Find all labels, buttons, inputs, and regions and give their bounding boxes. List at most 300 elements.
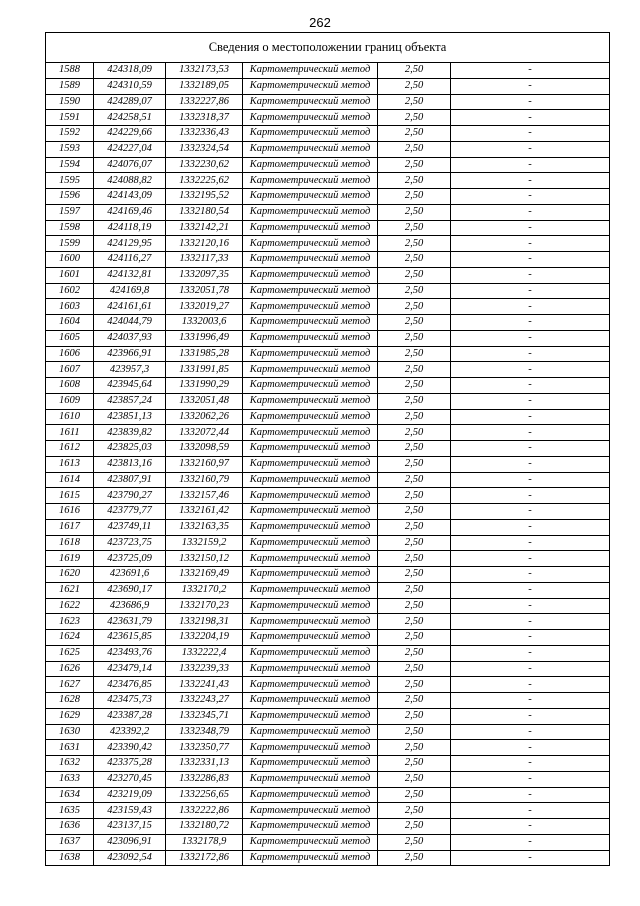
y-coordinate-cell: 1332142,21 bbox=[166, 220, 243, 236]
accuracy-cell: 2,50 bbox=[378, 63, 451, 79]
accuracy-cell: 2,50 bbox=[378, 441, 451, 457]
table-body bbox=[46, 33, 610, 866]
method-cell: Картометрический метод bbox=[243, 173, 378, 189]
table-row bbox=[46, 409, 610, 425]
note-cell: - bbox=[451, 787, 610, 803]
note-cell: - bbox=[451, 708, 610, 724]
point-number-cell: 1599 bbox=[46, 236, 94, 252]
method-cell: Картометрический метод bbox=[243, 267, 378, 283]
point-number-cell: 1620 bbox=[46, 567, 94, 583]
point-number-cell: 1629 bbox=[46, 708, 94, 724]
y-coordinate-cell: 1332222,86 bbox=[166, 803, 243, 819]
table-row bbox=[46, 661, 610, 677]
table-row bbox=[46, 441, 610, 457]
point-number-cell: 1614 bbox=[46, 472, 94, 488]
x-coordinate-cell: 424289,07 bbox=[94, 94, 166, 110]
y-coordinate-cell: 1332348,79 bbox=[166, 724, 243, 740]
note-cell: - bbox=[451, 283, 610, 299]
x-coordinate-cell: 423723,75 bbox=[94, 535, 166, 551]
note-cell: - bbox=[451, 126, 610, 142]
table-row bbox=[46, 299, 610, 315]
y-coordinate-cell: 1332173,53 bbox=[166, 63, 243, 79]
table-row bbox=[46, 850, 610, 866]
table-row bbox=[46, 645, 610, 661]
y-coordinate-cell: 1332051,78 bbox=[166, 283, 243, 299]
method-cell: Картометрический метод bbox=[243, 535, 378, 551]
x-coordinate-cell: 424169,8 bbox=[94, 283, 166, 299]
accuracy-cell: 2,50 bbox=[378, 504, 451, 520]
point-number-cell: 1627 bbox=[46, 677, 94, 693]
accuracy-cell: 2,50 bbox=[378, 582, 451, 598]
accuracy-cell: 2,50 bbox=[378, 220, 451, 236]
x-coordinate-cell: 424318,09 bbox=[94, 63, 166, 79]
y-coordinate-cell: 1332172,86 bbox=[166, 850, 243, 866]
method-cell: Картометрический метод bbox=[243, 346, 378, 362]
point-number-cell: 1611 bbox=[46, 425, 94, 441]
x-coordinate-cell: 424088,82 bbox=[94, 173, 166, 189]
accuracy-cell: 2,50 bbox=[378, 661, 451, 677]
note-cell: - bbox=[451, 740, 610, 756]
point-number-cell: 1636 bbox=[46, 819, 94, 835]
y-coordinate-cell: 1332169,49 bbox=[166, 567, 243, 583]
accuracy-cell: 2,50 bbox=[378, 315, 451, 331]
method-cell: Картометрический метод bbox=[243, 220, 378, 236]
accuracy-cell: 2,50 bbox=[378, 189, 451, 205]
method-cell: Картометрический метод bbox=[243, 708, 378, 724]
y-coordinate-cell: 1332178,9 bbox=[166, 834, 243, 850]
point-number-cell: 1631 bbox=[46, 740, 94, 756]
y-coordinate-cell: 1332150,12 bbox=[166, 551, 243, 567]
note-cell: - bbox=[451, 110, 610, 126]
table-row bbox=[46, 110, 610, 126]
x-coordinate-cell: 423631,79 bbox=[94, 614, 166, 630]
point-number-cell: 1604 bbox=[46, 315, 94, 331]
accuracy-cell: 2,50 bbox=[378, 94, 451, 110]
table-row bbox=[46, 236, 610, 252]
y-coordinate-cell: 1332324,54 bbox=[166, 141, 243, 157]
accuracy-cell: 2,50 bbox=[378, 598, 451, 614]
note-cell: - bbox=[451, 425, 610, 441]
table-row bbox=[46, 614, 610, 630]
note-cell: - bbox=[451, 346, 610, 362]
accuracy-cell: 2,50 bbox=[378, 362, 451, 378]
method-cell: Картометрический метод bbox=[243, 441, 378, 457]
y-coordinate-cell: 1332331,13 bbox=[166, 756, 243, 772]
table-row bbox=[46, 267, 610, 283]
method-cell: Картометрический метод bbox=[243, 488, 378, 504]
accuracy-cell: 2,50 bbox=[378, 456, 451, 472]
y-coordinate-cell: 1332003,6 bbox=[166, 315, 243, 331]
method-cell: Картометрический метод bbox=[243, 787, 378, 803]
y-coordinate-cell: 1332163,35 bbox=[166, 519, 243, 535]
note-cell: - bbox=[451, 582, 610, 598]
method-cell: Картометрический метод bbox=[243, 110, 378, 126]
method-cell: Картометрический метод bbox=[243, 189, 378, 205]
method-cell: Картометрический метод bbox=[243, 598, 378, 614]
point-number-cell: 1594 bbox=[46, 157, 94, 173]
note-cell: - bbox=[451, 504, 610, 520]
table-row bbox=[46, 551, 610, 567]
table-row bbox=[46, 220, 610, 236]
x-coordinate-cell: 424161,61 bbox=[94, 299, 166, 315]
accuracy-cell: 2,50 bbox=[378, 173, 451, 189]
table-row bbox=[46, 630, 610, 646]
x-coordinate-cell: 423096,91 bbox=[94, 834, 166, 850]
note-cell: - bbox=[451, 330, 610, 346]
note-cell: - bbox=[451, 204, 610, 220]
y-coordinate-cell: 1332243,27 bbox=[166, 693, 243, 709]
accuracy-cell: 2,50 bbox=[378, 614, 451, 630]
point-number-cell: 1625 bbox=[46, 645, 94, 661]
point-number-cell: 1632 bbox=[46, 756, 94, 772]
method-cell: Картометрический метод bbox=[243, 393, 378, 409]
x-coordinate-cell: 423686,9 bbox=[94, 598, 166, 614]
note-cell: - bbox=[451, 551, 610, 567]
point-number-cell: 1608 bbox=[46, 378, 94, 394]
point-number-cell: 1595 bbox=[46, 173, 94, 189]
method-cell: Картометрический метод bbox=[243, 78, 378, 94]
x-coordinate-cell: 423159,43 bbox=[94, 803, 166, 819]
y-coordinate-cell: 1332345,71 bbox=[166, 708, 243, 724]
method-cell: Картометрический метод bbox=[243, 204, 378, 220]
accuracy-cell: 2,50 bbox=[378, 756, 451, 772]
table-row bbox=[46, 78, 610, 94]
y-coordinate-cell: 1332117,33 bbox=[166, 252, 243, 268]
table-row bbox=[46, 126, 610, 142]
note-cell: - bbox=[451, 598, 610, 614]
point-number-cell: 1598 bbox=[46, 220, 94, 236]
point-number-cell: 1615 bbox=[46, 488, 94, 504]
page-number: 262 bbox=[309, 15, 331, 30]
accuracy-cell: 2,50 bbox=[378, 346, 451, 362]
table-row bbox=[46, 488, 610, 504]
x-coordinate-cell: 423270,45 bbox=[94, 771, 166, 787]
x-coordinate-cell: 423493,76 bbox=[94, 645, 166, 661]
x-coordinate-cell: 423691,6 bbox=[94, 567, 166, 583]
x-coordinate-cell: 423957,3 bbox=[94, 362, 166, 378]
method-cell: Картометрический метод bbox=[243, 645, 378, 661]
y-coordinate-cell: 1332222,4 bbox=[166, 645, 243, 661]
accuracy-cell: 2,50 bbox=[378, 299, 451, 315]
x-coordinate-cell: 423779,77 bbox=[94, 504, 166, 520]
method-cell: Картометрический метод bbox=[243, 803, 378, 819]
method-cell: Картометрический метод bbox=[243, 141, 378, 157]
table-row bbox=[46, 283, 610, 299]
x-coordinate-cell: 424118,19 bbox=[94, 220, 166, 236]
method-cell: Картометрический метод bbox=[243, 252, 378, 268]
accuracy-cell: 2,50 bbox=[378, 110, 451, 126]
accuracy-cell: 2,50 bbox=[378, 787, 451, 803]
note-cell: - bbox=[451, 441, 610, 457]
accuracy-cell: 2,50 bbox=[378, 141, 451, 157]
note-cell: - bbox=[451, 472, 610, 488]
note-cell: - bbox=[451, 220, 610, 236]
method-cell: Картометрический метод bbox=[243, 614, 378, 630]
table-row bbox=[46, 708, 610, 724]
x-coordinate-cell: 424143,09 bbox=[94, 189, 166, 205]
note-cell: - bbox=[451, 141, 610, 157]
x-coordinate-cell: 423390,42 bbox=[94, 740, 166, 756]
note-cell: - bbox=[451, 267, 610, 283]
x-coordinate-cell: 423615,85 bbox=[94, 630, 166, 646]
method-cell: Картометрический метод bbox=[243, 283, 378, 299]
table-row bbox=[46, 173, 610, 189]
table-title-row bbox=[46, 33, 610, 63]
method-cell: Картометрический метод bbox=[243, 126, 378, 142]
table-row bbox=[46, 582, 610, 598]
table-row bbox=[46, 157, 610, 173]
point-number-cell: 1634 bbox=[46, 787, 94, 803]
x-coordinate-cell: 423137,15 bbox=[94, 819, 166, 835]
table-row bbox=[46, 252, 610, 268]
method-cell: Картометрический метод bbox=[243, 299, 378, 315]
point-number-cell: 1630 bbox=[46, 724, 94, 740]
y-coordinate-cell: 1332230,62 bbox=[166, 157, 243, 173]
note-cell: - bbox=[451, 488, 610, 504]
x-coordinate-cell: 423392,2 bbox=[94, 724, 166, 740]
point-number-cell: 1638 bbox=[46, 850, 94, 866]
accuracy-cell: 2,50 bbox=[378, 551, 451, 567]
note-cell: - bbox=[451, 78, 610, 94]
point-number-cell: 1609 bbox=[46, 393, 94, 409]
x-coordinate-cell: 423807,91 bbox=[94, 472, 166, 488]
table-row bbox=[46, 834, 610, 850]
y-coordinate-cell: 1332180,54 bbox=[166, 204, 243, 220]
accuracy-cell: 2,50 bbox=[378, 567, 451, 583]
accuracy-cell: 2,50 bbox=[378, 724, 451, 740]
table-title: Сведения о местоположении границ объекта bbox=[46, 33, 610, 63]
point-number-cell: 1596 bbox=[46, 189, 94, 205]
note-cell: - bbox=[451, 677, 610, 693]
note-cell: - bbox=[451, 189, 610, 205]
y-coordinate-cell: 1332019,27 bbox=[166, 299, 243, 315]
x-coordinate-cell: 423839,82 bbox=[94, 425, 166, 441]
point-number-cell: 1589 bbox=[46, 78, 94, 94]
point-number-cell: 1607 bbox=[46, 362, 94, 378]
y-coordinate-cell: 1332170,23 bbox=[166, 598, 243, 614]
note-cell: - bbox=[451, 645, 610, 661]
point-number-cell: 1623 bbox=[46, 614, 94, 630]
x-coordinate-cell: 423966,91 bbox=[94, 346, 166, 362]
y-coordinate-cell: 1332098,59 bbox=[166, 441, 243, 457]
note-cell: - bbox=[451, 756, 610, 772]
x-coordinate-cell: 424076,07 bbox=[94, 157, 166, 173]
accuracy-cell: 2,50 bbox=[378, 157, 451, 173]
note-cell: - bbox=[451, 567, 610, 583]
accuracy-cell: 2,50 bbox=[378, 267, 451, 283]
accuracy-cell: 2,50 bbox=[378, 630, 451, 646]
y-coordinate-cell: 1332204,19 bbox=[166, 630, 243, 646]
table-row bbox=[46, 330, 610, 346]
table-row bbox=[46, 189, 610, 205]
x-coordinate-cell: 423219,09 bbox=[94, 787, 166, 803]
table-row bbox=[46, 677, 610, 693]
note-cell: - bbox=[451, 724, 610, 740]
accuracy-cell: 2,50 bbox=[378, 519, 451, 535]
x-coordinate-cell: 424227,04 bbox=[94, 141, 166, 157]
method-cell: Картометрический метод bbox=[243, 724, 378, 740]
point-number-cell: 1621 bbox=[46, 582, 94, 598]
x-coordinate-cell: 424044,79 bbox=[94, 315, 166, 331]
x-coordinate-cell: 424258,51 bbox=[94, 110, 166, 126]
y-coordinate-cell: 1332157,46 bbox=[166, 488, 243, 504]
y-coordinate-cell: 1332062,26 bbox=[166, 409, 243, 425]
accuracy-cell: 2,50 bbox=[378, 693, 451, 709]
method-cell: Картометрический метод bbox=[243, 551, 378, 567]
y-coordinate-cell: 1331985,28 bbox=[166, 346, 243, 362]
method-cell: Картометрический метод bbox=[243, 567, 378, 583]
x-coordinate-cell: 423092,54 bbox=[94, 850, 166, 866]
table-row bbox=[46, 63, 610, 79]
accuracy-cell: 2,50 bbox=[378, 204, 451, 220]
point-number-cell: 1601 bbox=[46, 267, 94, 283]
point-number-cell: 1602 bbox=[46, 283, 94, 299]
point-number-cell: 1633 bbox=[46, 771, 94, 787]
note-cell: - bbox=[451, 850, 610, 866]
accuracy-cell: 2,50 bbox=[378, 78, 451, 94]
accuracy-cell: 2,50 bbox=[378, 126, 451, 142]
note-cell: - bbox=[451, 630, 610, 646]
table-row bbox=[46, 472, 610, 488]
accuracy-cell: 2,50 bbox=[378, 819, 451, 835]
y-coordinate-cell: 1332350,77 bbox=[166, 740, 243, 756]
accuracy-cell: 2,50 bbox=[378, 488, 451, 504]
method-cell: Картометрический метод bbox=[243, 630, 378, 646]
x-coordinate-cell: 423375,28 bbox=[94, 756, 166, 772]
note-cell: - bbox=[451, 819, 610, 835]
point-number-cell: 1616 bbox=[46, 504, 94, 520]
note-cell: - bbox=[451, 771, 610, 787]
x-coordinate-cell: 423749,11 bbox=[94, 519, 166, 535]
x-coordinate-cell: 423479,14 bbox=[94, 661, 166, 677]
x-coordinate-cell: 423825,03 bbox=[94, 441, 166, 457]
note-cell: - bbox=[451, 614, 610, 630]
table-row bbox=[46, 94, 610, 110]
accuracy-cell: 2,50 bbox=[378, 393, 451, 409]
accuracy-cell: 2,50 bbox=[378, 535, 451, 551]
note-cell: - bbox=[451, 315, 610, 331]
point-number-cell: 1612 bbox=[46, 441, 94, 457]
x-coordinate-cell: 423475,73 bbox=[94, 693, 166, 709]
y-coordinate-cell: 1332336,43 bbox=[166, 126, 243, 142]
method-cell: Картометрический метод bbox=[243, 378, 378, 394]
method-cell: Картометрический метод bbox=[243, 157, 378, 173]
y-coordinate-cell: 1332072,44 bbox=[166, 425, 243, 441]
note-cell: - bbox=[451, 393, 610, 409]
x-coordinate-cell: 423725,09 bbox=[94, 551, 166, 567]
method-cell: Картометрический метод bbox=[243, 834, 378, 850]
method-cell: Картометрический метод bbox=[243, 504, 378, 520]
table-row bbox=[46, 787, 610, 803]
method-cell: Картометрический метод bbox=[243, 677, 378, 693]
y-coordinate-cell: 1332256,65 bbox=[166, 787, 243, 803]
x-coordinate-cell: 423387,28 bbox=[94, 708, 166, 724]
point-number-cell: 1593 bbox=[46, 141, 94, 157]
y-coordinate-cell: 1332161,42 bbox=[166, 504, 243, 520]
x-coordinate-cell: 424129,95 bbox=[94, 236, 166, 252]
y-coordinate-cell: 1332051,48 bbox=[166, 393, 243, 409]
note-cell: - bbox=[451, 693, 610, 709]
y-coordinate-cell: 1332195,52 bbox=[166, 189, 243, 205]
y-coordinate-cell: 1332198,31 bbox=[166, 614, 243, 630]
method-cell: Картометрический метод bbox=[243, 315, 378, 331]
x-coordinate-cell: 423851,13 bbox=[94, 409, 166, 425]
table-row bbox=[46, 598, 610, 614]
accuracy-cell: 2,50 bbox=[378, 283, 451, 299]
x-coordinate-cell: 423690,17 bbox=[94, 582, 166, 598]
table-row bbox=[46, 819, 610, 835]
table-row bbox=[46, 204, 610, 220]
x-coordinate-cell: 424310,59 bbox=[94, 78, 166, 94]
table-row bbox=[46, 567, 610, 583]
method-cell: Картометрический метод bbox=[243, 771, 378, 787]
note-cell: - bbox=[451, 535, 610, 551]
point-number-cell: 1588 bbox=[46, 63, 94, 79]
point-number-cell: 1617 bbox=[46, 519, 94, 535]
note-cell: - bbox=[451, 803, 610, 819]
accuracy-cell: 2,50 bbox=[378, 850, 451, 866]
y-coordinate-cell: 1332160,97 bbox=[166, 456, 243, 472]
note-cell: - bbox=[451, 173, 610, 189]
y-coordinate-cell: 1332286,83 bbox=[166, 771, 243, 787]
note-cell: - bbox=[451, 409, 610, 425]
point-number-cell: 1590 bbox=[46, 94, 94, 110]
point-number-cell: 1606 bbox=[46, 346, 94, 362]
note-cell: - bbox=[451, 299, 610, 315]
x-coordinate-cell: 423945,64 bbox=[94, 378, 166, 394]
accuracy-cell: 2,50 bbox=[378, 677, 451, 693]
point-number-cell: 1605 bbox=[46, 330, 94, 346]
y-coordinate-cell: 1332227,86 bbox=[166, 94, 243, 110]
method-cell: Картометрический метод bbox=[243, 693, 378, 709]
x-coordinate-cell: 423857,24 bbox=[94, 393, 166, 409]
boundary-coordinates-table bbox=[45, 32, 610, 866]
y-coordinate-cell: 1332180,72 bbox=[166, 819, 243, 835]
note-cell: - bbox=[451, 519, 610, 535]
method-cell: Картометрический метод bbox=[243, 519, 378, 535]
method-cell: Картометрический метод bbox=[243, 819, 378, 835]
table-row bbox=[46, 346, 610, 362]
x-coordinate-cell: 424169,46 bbox=[94, 204, 166, 220]
accuracy-cell: 2,50 bbox=[378, 425, 451, 441]
method-cell: Картометрический метод bbox=[243, 582, 378, 598]
table-row bbox=[46, 803, 610, 819]
accuracy-cell: 2,50 bbox=[378, 378, 451, 394]
x-coordinate-cell: 423813,16 bbox=[94, 456, 166, 472]
accuracy-cell: 2,50 bbox=[378, 771, 451, 787]
table-row bbox=[46, 378, 610, 394]
method-cell: Картометрический метод bbox=[243, 472, 378, 488]
point-number-cell: 1613 bbox=[46, 456, 94, 472]
point-number-cell: 1628 bbox=[46, 693, 94, 709]
method-cell: Картометрический метод bbox=[243, 740, 378, 756]
y-coordinate-cell: 1332241,43 bbox=[166, 677, 243, 693]
method-cell: Картометрический метод bbox=[243, 63, 378, 79]
accuracy-cell: 2,50 bbox=[378, 803, 451, 819]
x-coordinate-cell: 424132,81 bbox=[94, 267, 166, 283]
point-number-cell: 1637 bbox=[46, 834, 94, 850]
table-row bbox=[46, 693, 610, 709]
note-cell: - bbox=[451, 362, 610, 378]
point-number-cell: 1592 bbox=[46, 126, 94, 142]
table-row bbox=[46, 519, 610, 535]
method-cell: Картометрический метод bbox=[243, 756, 378, 772]
point-number-cell: 1610 bbox=[46, 409, 94, 425]
table-row bbox=[46, 425, 610, 441]
y-coordinate-cell: 1332097,35 bbox=[166, 267, 243, 283]
y-coordinate-cell: 1331990,29 bbox=[166, 378, 243, 394]
accuracy-cell: 2,50 bbox=[378, 236, 451, 252]
